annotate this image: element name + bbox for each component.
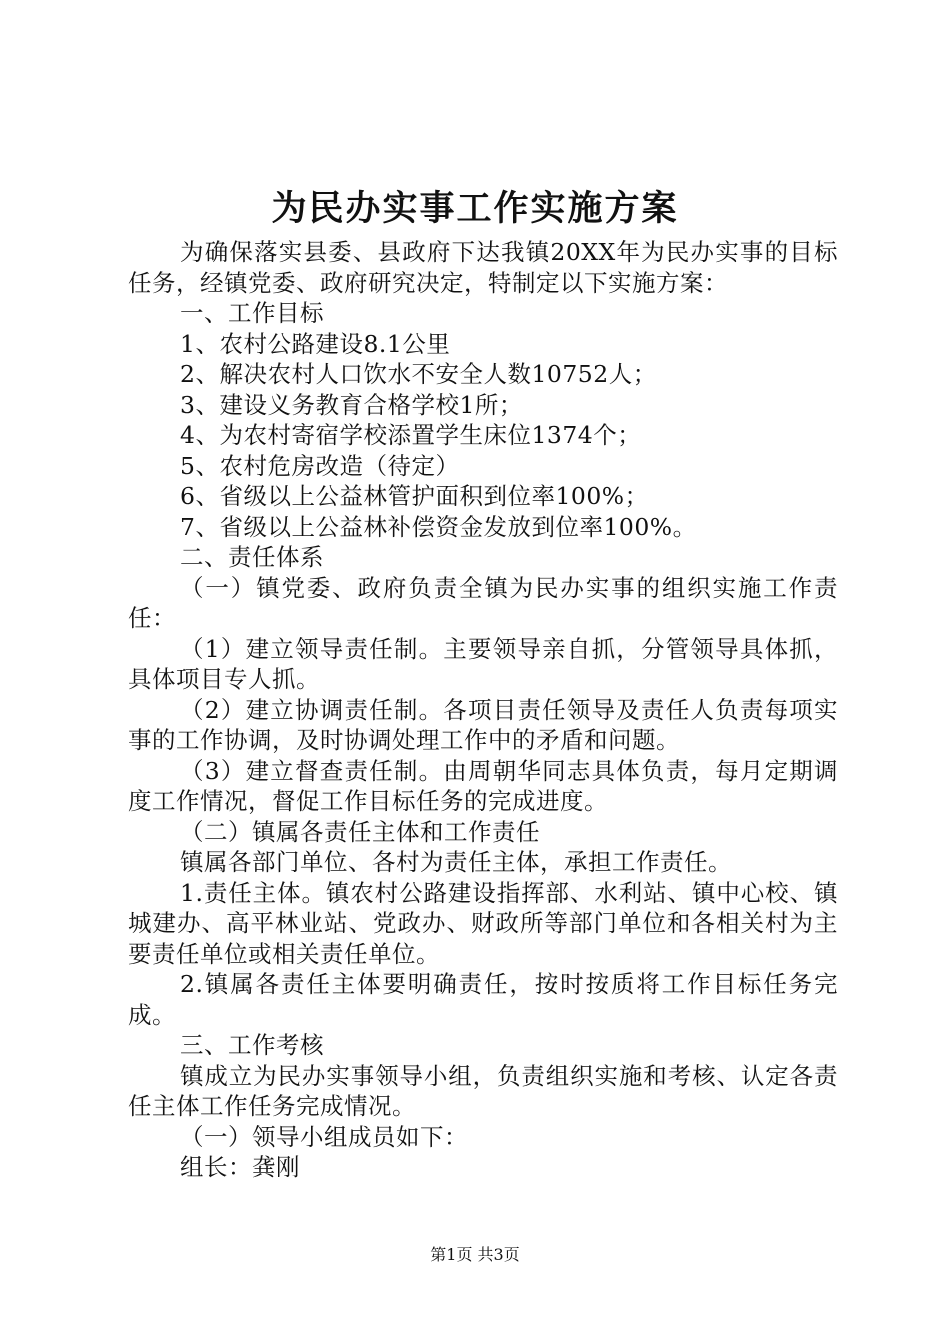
- responsibility-item: （3）建立督查责任制。由周朝华同志具体负责，每月定期调度工作情况，督促工作目标任务的完成进度。: [128, 756, 838, 815]
- responsibility-item: （1）建立领导责任制。主要领导亲自抓，分管领导具体抓，具体项目专人抓。: [128, 634, 838, 693]
- section-heading-goals: 一、工作目标: [180, 299, 324, 327]
- document-title: 为民办实事工作实施方案: [271, 188, 679, 229]
- responsibility-item: （2）建立协调责任制。各项目责任领导及责任人负责每项实事的工作协调，及时协调处理工作中的矛盾和问题。: [128, 695, 838, 754]
- document-body: [128, 237, 838, 1183]
- goal-item: 1、农村公路建设8.1公里: [180, 329, 451, 358]
- goal-item: 6、省级以上公益林管护面积到位率100%；: [180, 482, 649, 510]
- body-paragraph: 镇属各部门单位、各村为责任主体，承担工作责任。: [180, 848, 732, 876]
- body-paragraph: 2.镇属各责任主体要明确责任，按时按质将工作目标任务完成。: [128, 970, 838, 1029]
- section-heading-assessment: 三、工作考核: [180, 1031, 324, 1059]
- body-paragraph: 1.责任主体。镇农村公路建设指挥部、水利站、镇中心校、镇城建办、高平林业站、党政办、财政所等部门单位和各相关村为主要责任单位或相关责任单位。: [128, 878, 838, 968]
- subsection-heading: （二）镇属各责任主体和工作责任: [180, 817, 540, 846]
- goal-item: 2、解决农村人口饮水不安全人数10752人；: [180, 360, 657, 388]
- body-paragraph: 镇成立为民办实事领导小组，负责组织实施和考核、认定各责任主体工作任务完成情况。: [128, 1061, 838, 1120]
- subsection-paragraph: （一）镇党委、政府负责全镇为民办实事的组织实施工作责任：: [128, 573, 838, 632]
- page-footer: 第1页 共3页: [430, 1245, 520, 1264]
- section-heading-responsibility: 二、责任体系: [180, 543, 324, 571]
- goal-item: 4、为农村寄宿学校添置学生床位1374个；: [180, 421, 642, 449]
- goal-item: 3、建设义务教育合格学校1所；: [180, 390, 523, 419]
- subsection-heading: （一）领导小组成员如下：: [180, 1122, 468, 1151]
- intro-paragraph: 为确保落实县委、县政府下达我镇20XX年为民办实事的目标任务，经镇党委、政府研究决定，特制定以下实施方案：: [128, 238, 838, 297]
- body-paragraph: 组长：龚刚: [180, 1153, 300, 1181]
- goal-item: 7、省级以上公益林补偿资金发放到位率100%。: [180, 512, 697, 541]
- goal-item: 5、农村危房改造（待定）: [180, 451, 460, 480]
